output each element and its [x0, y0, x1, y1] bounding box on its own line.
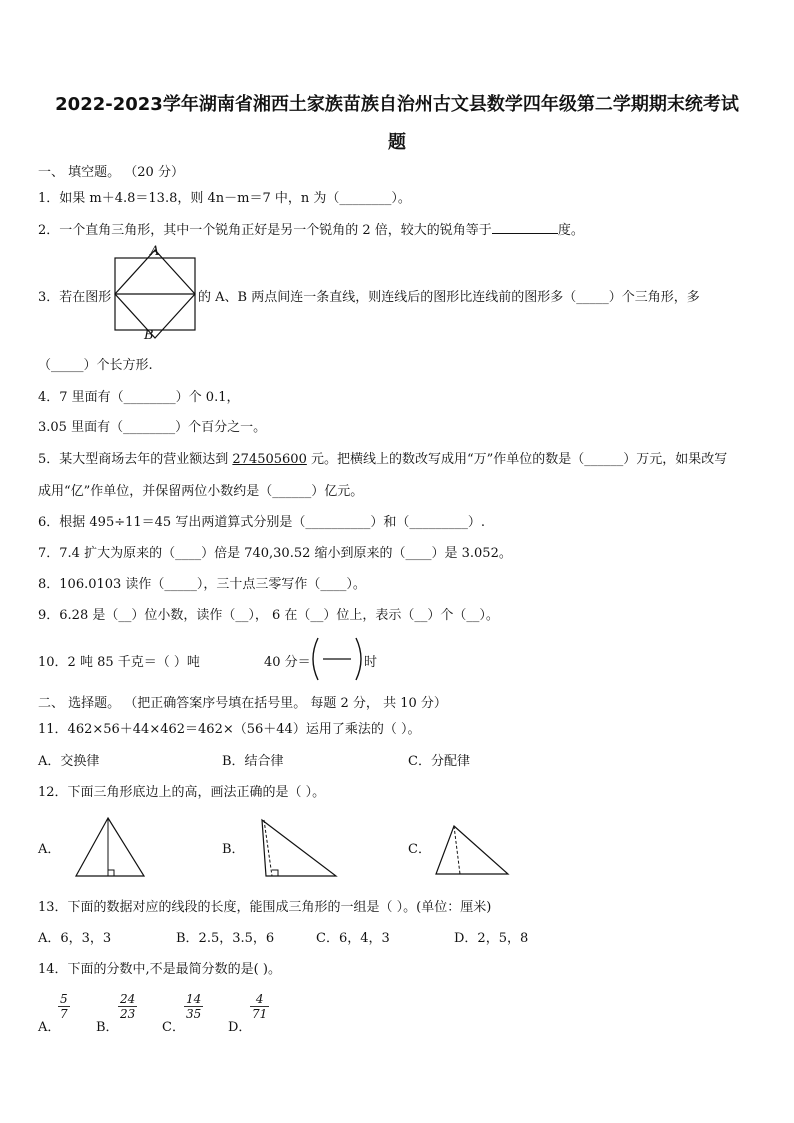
- option-c-label: C．: [162, 1020, 185, 1035]
- question-7: 7．7.4 扩大为原来的（____）倍是 740,30.52 缩小到原来的（____）是 3.052。: [38, 546, 512, 561]
- option-b-label: B．: [222, 842, 245, 857]
- triangle-a-figure: [74, 816, 146, 878]
- question-4: 4．7 里面有（________）个 0.1，: [38, 390, 240, 405]
- answer-blank: [492, 221, 558, 234]
- fraction-option-d: [250, 992, 269, 1021]
- fraction-option-b: [118, 992, 137, 1021]
- question-2: [38, 219, 584, 238]
- fraction-paren-blank: [310, 636, 364, 682]
- point-b-label: B: [144, 328, 154, 343]
- question-5: [38, 448, 727, 467]
- question-5-cont: 成用“亿”作单位，并保留两位小数约是（______）亿元。: [38, 484, 364, 499]
- option-a-label: A．: [38, 1020, 61, 1035]
- option-d: D．2，5，8: [454, 931, 529, 946]
- option-b: B．2.5，3.5，6: [176, 931, 275, 946]
- question-5-text: 5．某大型商场去年的营业额达到: [38, 452, 233, 467]
- triangle-b-figure: [258, 818, 338, 878]
- option-a: A．6，3，3: [38, 931, 112, 946]
- numerator: 5: [60, 992, 68, 1006]
- question-3-cont: （_____）个长方形.: [38, 358, 153, 373]
- fraction-option-c: [184, 992, 203, 1021]
- point-a-label: A: [150, 244, 160, 259]
- denominator: 71: [252, 1007, 268, 1021]
- question-10-unit: 时: [364, 655, 378, 670]
- option-a-label: A．: [38, 842, 61, 857]
- option-d-label: D．: [228, 1020, 252, 1035]
- question-12: 12．下面三角形底边上的高，画法正确的是（ ）。: [38, 785, 326, 800]
- denominator: 23: [120, 1007, 136, 1021]
- option-c-label: C．: [408, 842, 431, 857]
- question-13: 13．下面的数据对应的线段的长度，能围成三角形的一组是（ ）。(单位：厘米): [38, 900, 492, 915]
- question-3-prefix: 3．若在图形: [38, 290, 112, 305]
- question-1: 1．如果 m＋4.8＝13.8，则 4n－m＝7 中，n 为（________）。: [38, 191, 411, 206]
- fraction-option-a: [58, 992, 70, 1021]
- numerator: 14: [186, 992, 202, 1006]
- question-2-suffix: 度。: [557, 223, 584, 238]
- section-2-header: 二、 选择题。 （把正确答案序号填在括号里。 每题 2 分， 共 10 分）: [38, 696, 447, 711]
- question-11: 11．462×56＋44×462＝462×（56＋44）运用了乘法的（ ）。: [38, 722, 421, 737]
- numerator: 4: [250, 992, 269, 1007]
- rect-diamond-figure: [114, 244, 200, 344]
- denominator: 7: [60, 1007, 68, 1021]
- option-c: C．6，4，3: [316, 931, 390, 946]
- numerator: 24: [120, 992, 136, 1006]
- question-9: 9．6.28 是（__）位小数，读作（__）， 6 在（__）位上，表示（__）个（__）。: [38, 608, 499, 623]
- question-3: 的 A、B 两点间连一条直线，则连线后的图形比连线前的图形多（_____）个三角形，多: [198, 290, 700, 305]
- option-b: B．结合律: [222, 754, 284, 769]
- question-14: 14．下面的分数中,不是最简分数的是( )。: [38, 962, 281, 977]
- document-title-cont: 题: [388, 132, 406, 153]
- question-8: 8．106.0103 读作（_____），三十点三零写作（____）。: [38, 577, 366, 592]
- triangle-c-figure: [434, 824, 510, 876]
- option-c: C．分配律: [408, 754, 470, 769]
- document-title: 2022-2023学年湖南省湘西土家族苗族自治州古文县数学四年级第二学期期末统考试: [55, 94, 739, 115]
- question-10: 10．2 吨 85 千克＝（ ）吨: [38, 655, 200, 670]
- underlined-number: 274505600: [232, 452, 307, 467]
- option-b-label: B．: [96, 1020, 119, 1035]
- option-a: A．交换律: [38, 754, 100, 769]
- question-6: 6．根据 495÷11＝45 写出两道算式分别是（__________）和（_________）.: [38, 515, 485, 530]
- question-5-text-after: 元。把横线上的数改写成用“万”作单位的数是（______）万元，如果改写: [306, 452, 728, 467]
- section-1-header: 一、 填空题。 （20 分）: [38, 165, 184, 180]
- denominator: 35: [186, 1007, 202, 1021]
- question-2-text: 2．一个直角三角形，其中一个锐角正好是另一个锐角的 2 倍，较大的锐角等于: [38, 223, 492, 238]
- question-4-cont: 3.05 里面有（________）个百分之一。: [38, 420, 267, 435]
- question-10-part2: 40 分＝: [264, 655, 311, 670]
